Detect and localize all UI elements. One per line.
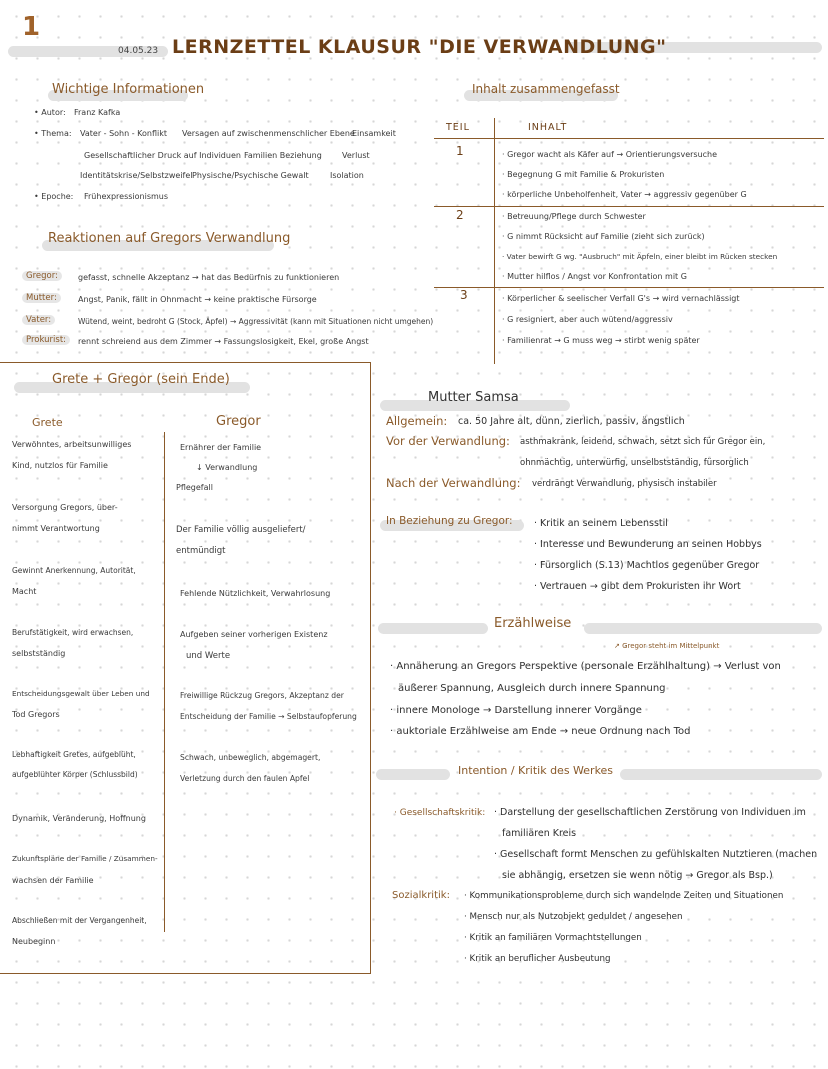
inhalt-col-inhalt: INHALT — [528, 122, 568, 133]
vor-line: asthmakrank, leidend, schwach, setzt sich für Gregor ein, — [520, 437, 766, 447]
teil-line: · Betreuung/Pflege durch Schwester — [502, 212, 646, 221]
gregor-line: entmündigt — [176, 546, 226, 556]
teil-separator — [434, 287, 824, 288]
inhalt-divider — [494, 118, 495, 364]
teil-line: · körperliche Unbeholfenheit, Vater → aggressiv gegenüber G — [502, 190, 747, 199]
erzaehl-line: · auktoriale Erzählweise am Ende → neue Ordnung nach Tod — [390, 726, 691, 737]
reaktion-text-vater: Wütend, weint, bedroht G (Stock, Äpfel) → Aggressivität (kann mit Situationen nicht umgehen) — [78, 317, 434, 326]
gregor-line: Der Familie völlig ausgeliefert/ — [176, 525, 306, 535]
gregor-line: Aufgeben seiner vorherigen Existenz — [180, 630, 328, 639]
grete-line: Dynamik, Veränderung, Hoffnung — [12, 814, 146, 823]
sozial-line: · Mensch nur als Nutzobjekt geduldet / angesehen — [464, 912, 683, 922]
epoche-label: • Epoche: — [34, 192, 74, 201]
inhalt-heading: Inhalt zusammengefasst — [472, 82, 620, 96]
reaktion-label-gregor: Gregor: — [22, 271, 62, 281]
grete-line: Abschließen mit der Vergangenheit, — [12, 916, 147, 925]
reaktion-label-vater: Vater: — [22, 315, 55, 325]
grete-gregor-heading: Grete + Gregor (sein Ende) — [52, 372, 230, 387]
nach-text: verdrängt Verwandlung, physisch instabiler — [532, 479, 717, 489]
teil-line: · G resigniert, aber auch wütend/aggressiv — [502, 315, 673, 324]
beziehung-line: · Kritik an seinem Lebensstil — [534, 518, 668, 529]
gregor-line: Entscheidung der Familie → Selbstaufopferung — [180, 712, 357, 721]
intention-highlight-right — [620, 769, 822, 780]
reaktion-label-mutter: Mutter: — [22, 293, 61, 303]
gregor-line: Pflegefall — [176, 483, 213, 492]
grete-line: Berufstätigkeit, wird erwachsen, — [12, 628, 134, 637]
gregor-line: ↓ Verwandlung — [196, 463, 258, 472]
teil-separator — [434, 206, 824, 207]
grete-line: selbstständig — [12, 649, 66, 658]
gesell-line: sie abhängig, ersetzen sie wenn nötig → Gregor als Bsp.) — [502, 870, 773, 881]
grete-line: Lebhaftigkeit Gretes, aufgeblüht, — [12, 750, 136, 759]
grete-line: Neubeginn — [12, 937, 56, 946]
allgemein-label: Allgemein: — [386, 414, 448, 428]
thema-item: Gesellschaftlicher Druck auf Individuen — [84, 151, 241, 160]
date: 04.05.23 — [118, 46, 159, 56]
thema-item: Verlust — [342, 151, 370, 160]
gregor-line: Fehlende Nützlichkeit, Verwahrlosung — [180, 589, 331, 598]
erzaehl-highlight-right — [584, 623, 822, 634]
grete-line: nimmt Verantwortung — [12, 524, 100, 533]
gregor-line: Schwach, unbeweglich, abgemagert, — [180, 753, 321, 762]
teil-number: 2 — [456, 208, 464, 222]
gregor-line: Ernährer der Familie — [180, 443, 262, 452]
beziehung-line: · Fürsorglich (S.13) Machtlos gegenüber Gregor — [534, 560, 760, 571]
allgemein-text: ca. 50 Jahre alt, dünn, zierlich, passiv, ängstlich — [458, 416, 685, 427]
vor-label: Vor der Verwandlung: — [386, 434, 510, 448]
erzaehl-note: ↗ Gregor steht im Mittelpunkt — [614, 642, 720, 650]
thema-item: Identitätskrise/Selbstzweifel — [80, 171, 193, 180]
thema-item: Einsamkeit — [352, 129, 396, 138]
thema-item: Physische/Psychische Gewalt — [192, 171, 309, 180]
epoche-value: Frühexpressionismus — [84, 192, 169, 201]
reaktion-text-mutter: Angst, Panik, fällt in Ohnmacht → keine praktische Fürsorge — [78, 295, 317, 304]
intention-highlight-left — [376, 769, 450, 780]
reaktion-label-prokurist: Prokurist: — [22, 335, 70, 345]
thema-item: Vater - Sohn - Konflikt — [80, 129, 168, 138]
erzaehl-line: · innere Monologe → Darstellung innerer Vorgänge — [390, 705, 642, 716]
beziehung-line: · Vertrauen → gibt dem Prokuristen ihr Wort — [534, 581, 741, 592]
gesell-line: · Darstellung der gesellschaftlichen Zerstörung von Individuen im — [494, 807, 806, 818]
grete-line: wachsen der Familie — [12, 876, 94, 885]
sozial-label: Sozialkritik: — [392, 890, 450, 901]
col-grete: Grete — [32, 416, 63, 429]
grete-line: Verwöhntes, arbeitsunwilliges — [12, 440, 132, 449]
erzaehl-heading: Erzählweise — [494, 616, 572, 631]
grete-line: Entscheidungsgewalt über Leben und — [12, 689, 150, 698]
gregor-line: und Werte — [186, 651, 231, 661]
reaktionen-heading: Reaktionen auf Gregors Verwandlung — [48, 231, 291, 246]
teil-line: · Mutter hilflos / Angst vor Konfrontation mit G — [502, 272, 687, 281]
sozial-line: · Kommunikationsprobleme durch sich wandelnde Zeiten und Situationen — [464, 891, 784, 901]
gregor-line: Freiwillige Rückzug Gregors, Akzeptanz der — [180, 691, 344, 700]
gesell-line: · Gesellschaft formt Menschen zu gefühlskalten Nutztieren (machen — [494, 849, 818, 860]
beziehung-line: · Interesse und Bewunderung an seinen Hobbys — [534, 539, 762, 550]
grete-line: Versorgung Gregors, über- — [12, 503, 118, 512]
autor-value: Franz Kafka — [74, 108, 121, 117]
inhalt-header-line — [434, 138, 824, 139]
gesell-line: familiären Kreis — [502, 828, 577, 839]
grete-line: Macht — [12, 587, 37, 596]
page-title: LERNZETTEL KLAUSUR "DIE VERWANDLUNG" — [172, 36, 667, 58]
erzaehl-line: · Annäherung an Gregors Perspektive (personale Erzählhaltung) → Verlust von — [390, 661, 781, 672]
autor-label: • Autor: — [34, 108, 66, 117]
nach-label: Nach der Verwandlung: — [386, 476, 521, 490]
teil-line: · Vater bewirft G wg. "Ausbruch" mit Äpfeln, einer bleibt im Rücken stecken — [502, 252, 778, 261]
grete-line: aufgeblühter Körper (Schlussbild) — [12, 770, 138, 779]
col-gregor: Gregor — [216, 414, 261, 429]
thema-item: Familien Beziehung — [244, 151, 322, 160]
intention-heading: Intention / Kritik des Werkes — [458, 764, 614, 777]
teil-line: · G nimmt Rücksicht auf Familie (zieht sich zurück) — [502, 232, 705, 241]
reaktion-text-prokurist: rennt schreiend aus dem Zimmer → Fassungslosigkeit, Ekel, große Angst — [78, 337, 369, 346]
grete-line: Zukunftspläne der Familie / Zusammen- — [12, 854, 158, 863]
beziehung-label: In Beziehung zu Gregor: — [386, 515, 513, 527]
teil-line: · Körperlicher & seelischer Verfall G's → wird vernachlässigt — [502, 294, 740, 303]
sozial-line: · Kritik an familiären Vormachtstellungen — [464, 933, 642, 943]
erzaehl-line: äußerer Spannung, Ausgleich durch innere Spannung — [398, 683, 666, 694]
reaktion-text-gregor: gefasst, schnelle Akzeptanz → hat das Bedürfnis zu funktionieren — [78, 273, 340, 282]
teil-number: 3 — [460, 288, 468, 302]
mutter-heading: Mutter Samsa — [428, 390, 519, 405]
info-heading: Wichtige Informationen — [52, 82, 205, 97]
thema-item: Isolation — [330, 171, 364, 180]
vor-line: ohnmächtig, unterwürfig, unselbstständig, fürsorglich — [520, 458, 749, 468]
teil-line: · Gregor wacht als Käfer auf → Orientierungsversuche — [502, 150, 718, 159]
thema-label: • Thema: — [34, 129, 72, 138]
teil-line: · Familienrat → G muss weg → stirbt wenig später — [502, 336, 700, 345]
page-number: 1 — [22, 12, 41, 42]
teil-line: · Begegnung G mit Familie & Prokuristen — [502, 170, 665, 179]
sozial-line: · Kritik an beruflicher Ausbeutung — [464, 954, 611, 964]
grete-line: Tod Gregors — [12, 710, 60, 719]
inhalt-col-teil: TEIL — [446, 122, 470, 133]
thema-item: Versagen auf zwischenmenschlicher Ebene — [182, 129, 355, 138]
erzaehl-highlight-left — [378, 623, 488, 634]
grete-line: Gewinnt Anerkennung, Autorität, — [12, 566, 136, 575]
teil-number: 1 — [456, 144, 464, 158]
grete-gregor-divider — [164, 432, 165, 932]
gesell-label: · Gesellschaftskritik: — [394, 808, 486, 818]
gregor-line: Verletzung durch den faulen Apfel — [180, 774, 310, 783]
grete-line: Kind, nutzlos für Familie — [12, 461, 108, 470]
